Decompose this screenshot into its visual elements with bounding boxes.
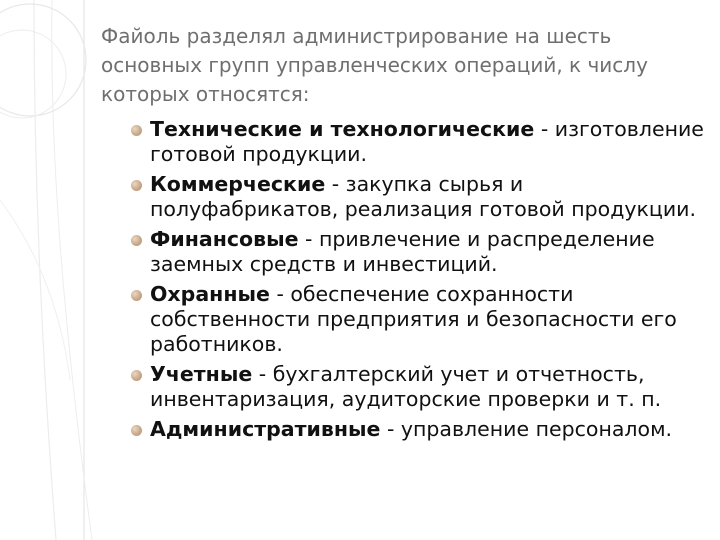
bullet-icon [131, 235, 142, 246]
item-term: Охранные [150, 282, 270, 306]
item-description: - управление персоналом. [380, 417, 673, 441]
operation-groups-list [131, 117, 706, 447]
bullet-icon [131, 180, 142, 191]
list-item-security [131, 282, 706, 357]
bullet-icon [131, 370, 142, 381]
item-term: Административные [150, 417, 381, 441]
item-term: Учетные [150, 362, 253, 386]
item-description: - изготовление готовой продукции. [150, 117, 704, 166]
item-description: - обеспечение сохранности собственности предприятия и безопасности его работников. [150, 282, 677, 356]
intro-paragraph: Файоль разделял администрирование на шесть основных групп управленческих операций, к числу которых относятся: [101, 24, 648, 106]
list-item-technical [131, 117, 706, 167]
list-item-financial [131, 227, 706, 277]
bullet-icon [131, 425, 142, 436]
item-description: - бухгалтерский учет и отчетность, инвентаризация, аудиторские проверки и т. п. [150, 362, 662, 411]
item-term: Финансовые [150, 227, 299, 251]
item-description: - закупка сырья и полуфабрикатов, реализация готовой продукции. [150, 172, 697, 221]
list-item-administrative [131, 417, 706, 442]
list-item-commercial [131, 172, 706, 222]
item-term: Коммерческие [150, 172, 326, 196]
bullet-icon [131, 125, 142, 136]
bullet-icon [131, 290, 142, 301]
item-term: Технические и технологические [150, 117, 535, 141]
item-description: - привлечение и распределение заемных средств и инвестиций. [150, 227, 655, 276]
list-item-accounting [131, 362, 706, 412]
